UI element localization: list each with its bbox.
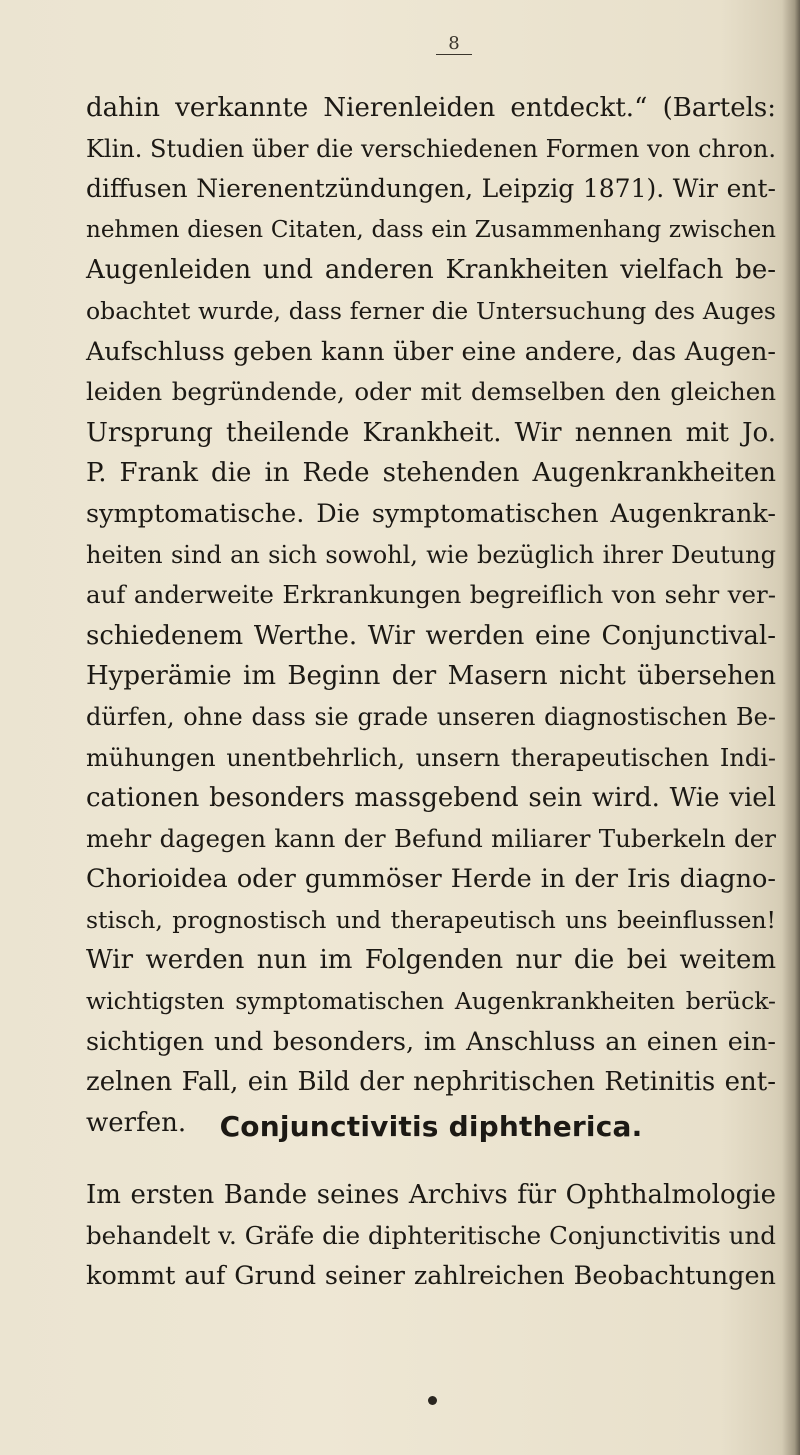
section-heading: Conjunctivitis diphtherica. [219, 1110, 643, 1143]
page-number: 8 [436, 34, 472, 55]
text-line: zelnen Fall, ein Bild der nephritischen Retinitis ent- [86, 1067, 776, 1098]
body-text [86, 88, 776, 1143]
text-line: Chorioidea oder gummöser Herde in der Iris diagno- [86, 864, 776, 895]
text-line: mehr dagegen kann der Befund miliarer Tuberkeln der [86, 823, 776, 853]
text-line: dürfen, ohne dass sie grade unseren diagnostischen Be- [86, 702, 776, 731]
text-line: Klin. Studien über die verschiedenen Formen von chron. [86, 134, 776, 163]
section-text [86, 1175, 776, 1297]
text-line: heiten sind an sich sowohl, wie bezüglich ihrer Deutung [86, 540, 776, 569]
text-line: obachtet wurde, dass ferner die Untersuchung des Auges [86, 296, 776, 325]
text-line: symptomatische. Die symptomatischen Augenkrank- [86, 498, 776, 529]
text-line: Aufschluss geben kann über eine andere, das Augen- [86, 336, 776, 367]
text-line: cationen besonders massgebend sein wird. Wie viel [86, 783, 776, 814]
text-line: sichtigen und besonders, im Anschluss an einen ein- [86, 1026, 776, 1057]
text-line: Wir werden nun im Folgenden nur die bei weitem [86, 945, 776, 976]
text-line: behandelt v. Gräfe die diphteritische Conjunctivitis und [86, 1220, 776, 1250]
text-line: Im ersten Bande seines Archivs für Ophthalmologie [86, 1180, 776, 1210]
text-line: Hyperämie im Beginn der Masern nicht übersehen [86, 661, 776, 692]
text-line: dahin verkannte Nierenleiden entdeckt.“ (Bartels: [86, 93, 776, 123]
page-edge-shadow [782, 0, 800, 1455]
text-line: wichtigsten symptomatischen Augenkrankheiten berück- [86, 987, 776, 1016]
text-line: leiden begründende, oder mit demselben den gleichen [86, 377, 776, 407]
text-line: Augenleiden und anderen Krankheiten vielfach be- [86, 255, 776, 286]
text-line: auf anderweite Erkrankungen begreiflich von sehr ver- [86, 580, 776, 610]
text-line: Ursprung theilende Krankheit. Wir nennen mit Jo. [86, 417, 776, 448]
text-line: mühungen unentbehrlich, unsern therapeutischen Indi- [86, 743, 776, 772]
text-line: stisch, prognostisch und therapeutisch uns beeinflussen! [86, 905, 776, 934]
text-line: werfen. [86, 1107, 187, 1138]
text-line: kommt auf Grund seiner zahlreichen Beobachtungen [86, 1261, 776, 1292]
text-line: nehmen diesen Citaten, dass ein Zusammenhang zwischen [86, 216, 776, 243]
text-line: diffusen Nierenentzündungen, Leipzig 1871). Wir ent- [86, 174, 776, 204]
text-line: P. Frank die in Rede stehenden Augenkrankheiten [86, 458, 776, 489]
text-line: schiedenem Werthe. Wir werden eine Conjunctival- [86, 620, 776, 651]
ink-dot [428, 1396, 437, 1405]
